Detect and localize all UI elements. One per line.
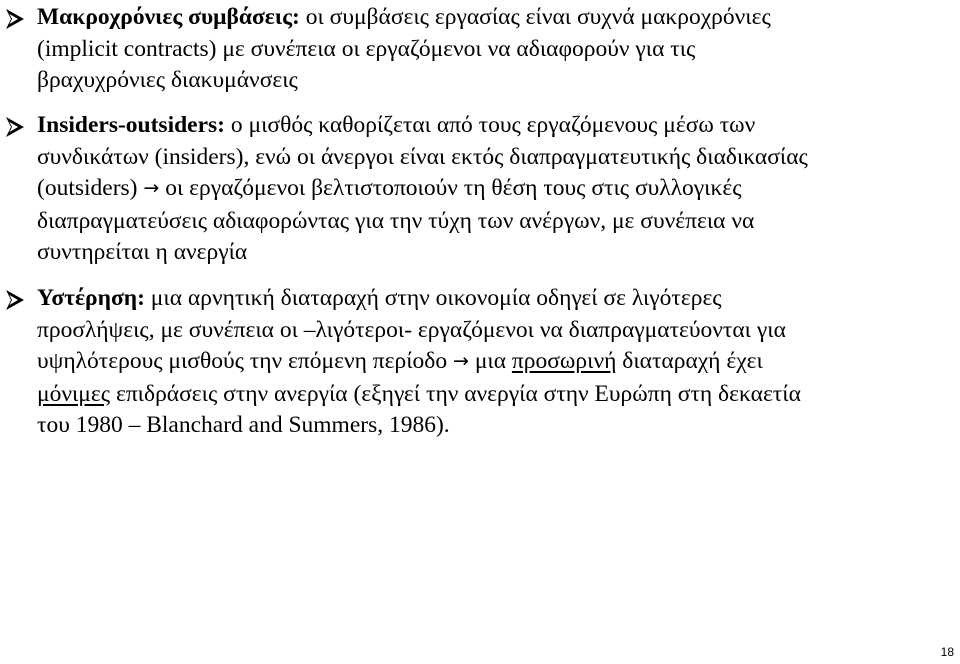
text-segment: βραχυχρόνιες διακυμάνσεις — [37, 67, 298, 93]
arrowhead-bullet-icon — [4, 289, 26, 311]
right-arrow-icon: → — [453, 350, 469, 372]
page-number: 18 — [940, 645, 954, 659]
text-segment: συντηρείται η ανεργία — [37, 239, 248, 265]
text-segment: διαπραγματεύσεις αδιαφορώντας για την τύχη των ανέργων, με συνέπεια να — [37, 207, 755, 234]
underlined-word-temporary: προσωρινή — [511, 348, 617, 374]
text-segment: οι συμβάσεις εργασίας είναι συχνά μακροχρόνιες — [299, 4, 771, 30]
text-segment: μια — [468, 348, 512, 374]
arrowhead-bullet-icon — [4, 8, 26, 30]
right-arrow-icon: → — [143, 177, 160, 199]
text-segment: ο μισθός καθορίζεται από τους εργαζόμενους μέσω των — [225, 112, 756, 138]
text-segment: συνδικάτων (insiders), ενώ οι άνεργοι είναι εκτός διαπραγματευτικής διαδικασίας — [37, 143, 808, 170]
text-segment: προσλήψεις, με συνέπεια οι –λιγότεροι- εργαζόμενοι να διαπραγματεύονται για — [37, 316, 786, 343]
text-segment: του 1980 – Blanchard and Summers, 1986). — [37, 412, 450, 438]
text-segment: (outsiders) — [37, 175, 144, 201]
bullet-term: Υστέρηση: — [37, 285, 145, 311]
bullet-text — [37, 283, 942, 442]
bullet-term: Μακροχρόνιες συμβάσεις: — [37, 4, 300, 30]
arrowhead-bullet-icon — [4, 116, 26, 138]
text-segment: επιδράσεις στην ανεργία (εξηγεί την ανεργία στην Ευρώπη στη δεκαετία — [110, 380, 801, 407]
text-segment: διαταραχή έχει — [616, 348, 763, 374]
text-segment: (implicit contracts) με συνέπεια οι εργαζόμενοι να αδιαφορούν για τις — [37, 35, 696, 62]
bullet-text — [37, 110, 942, 269]
text-segment: οι εργαζόμενοι βελτιστοποιούν τη θέση τους στις συλλογικές — [159, 175, 742, 201]
text-segment: μια αρνητική διαταραχή στην οικονομία οδηγεί σε λιγότερες — [144, 285, 722, 311]
text-segment: υψηλότερους μισθούς την επόμενη περίοδο — [37, 348, 454, 374]
bullet-term: Insiders-outsiders: — [37, 112, 226, 138]
underlined-word-permanent: μόνιμες — [37, 380, 111, 407]
bullet-text — [37, 2, 942, 97]
